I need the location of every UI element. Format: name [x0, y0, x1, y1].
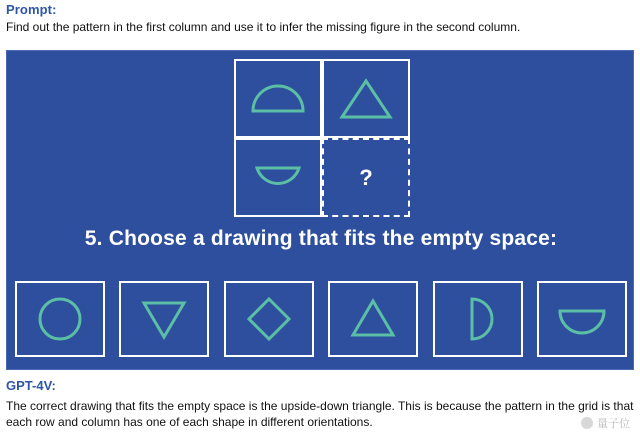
puzzle-matrix	[234, 59, 410, 217]
option-circle[interactable]	[15, 281, 105, 357]
half-circle-down-icon	[554, 301, 610, 337]
option-triangle-down[interactable]	[119, 281, 209, 357]
answer-label: GPT-4V:	[6, 378, 56, 393]
triangle-up-icon	[338, 75, 394, 123]
option-triangle-up[interactable]	[328, 281, 418, 357]
watermark	[581, 415, 630, 431]
half-circle-up-icon	[247, 79, 309, 119]
matrix-cell-missing[interactable]	[322, 138, 410, 217]
puzzle-figure	[6, 50, 634, 370]
half-circle-down-icon	[247, 158, 309, 198]
options-row	[15, 281, 627, 357]
option-diamond[interactable]	[224, 281, 314, 357]
question-line: 5. Choose a drawing that fits the empty space:	[84, 227, 558, 250]
circle-icon	[36, 295, 84, 343]
option-half-circle-down[interactable]	[537, 281, 627, 357]
diamond-icon	[245, 295, 293, 343]
question-mark-label: ?	[359, 164, 373, 190]
answer-text: The correct drawing that fits the empty space is the upside-down triangle. This is because the pattern in the grid is that each row and column has one of each shape in different orientations.	[6, 399, 634, 429]
watermark-logo-icon	[581, 417, 593, 429]
matrix-cell-bottom-left	[234, 138, 322, 217]
triangle-down-icon	[140, 297, 188, 341]
matrix-cell-top-right	[322, 59, 410, 138]
matrix-cell-top-left	[234, 59, 322, 138]
half-circle-right-icon	[458, 295, 498, 343]
prompt-label: Prompt:	[6, 2, 57, 17]
prompt-text: Find out the pattern in the first column and use it to infer the missing figure in the second column.	[6, 20, 521, 34]
watermark-text: 量子位	[597, 418, 630, 430]
triangle-up-icon	[349, 297, 397, 341]
option-half-circle-right[interactable]	[433, 281, 523, 357]
